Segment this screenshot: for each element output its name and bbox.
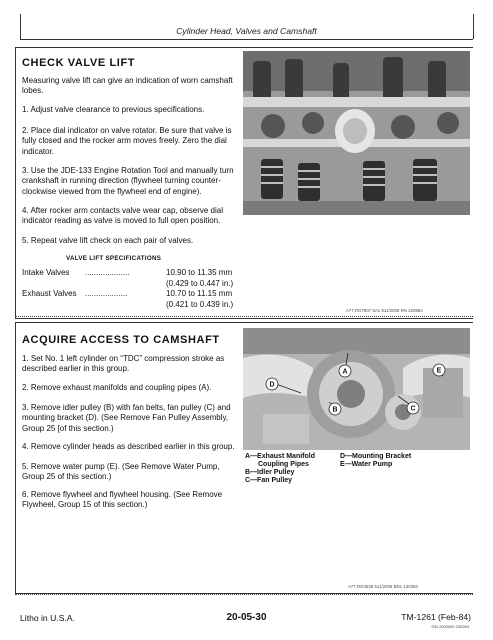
spec-title: VALVE LIFT SPECIFICATIONS bbox=[66, 255, 162, 262]
spec-intake-value: 10.90 to 11.35 mm bbox=[166, 268, 233, 277]
section1-step-5: 5. Repeat valve lift check on each pair of valves. bbox=[22, 236, 194, 245]
section1-step-2: 2. Place dial indicator on valve rotator. Be sure that valve is fully closed and the rocker arm moves freely. Zero the dial indicator. bbox=[22, 126, 232, 156]
section2-bottom-rule bbox=[15, 594, 473, 595]
callout-a: A bbox=[342, 368, 348, 376]
camshaft-access-photo bbox=[243, 328, 470, 450]
section1-step-3: 3. Use the JDE-133 Engine Rotation Tool and manually turn crankshaft in running direction (flywheel turning counter-clockwise viewed from the flywheel end of engine). bbox=[22, 166, 234, 196]
spec-intake-value-in: (0.429 to 0.447 in.) bbox=[166, 279, 234, 288]
section2-step-5: 5. Remove water pump (E). (See Remove Water Pump, Group 25 of this section.) bbox=[22, 462, 220, 482]
photo2-ref: A77,RG3538 511/2005 BN1 130284 bbox=[348, 584, 418, 589]
section2-step-3: 3. Remove idler pulley (B) with fan belts, fan pulley (C) and mounting bracket (D). (See Remove Fan Pulley Assembly, Group 25 [of this section.) bbox=[22, 403, 231, 433]
section1-step-4: 4. After rocker arm contacts valve wear cap, observe dial indicator reading as valve is moved to full open position. bbox=[22, 206, 223, 226]
footer-tm-number: TM-1261 (Feb-84) bbox=[401, 612, 471, 622]
valve-lift-photo bbox=[243, 51, 470, 215]
section2-step-2: 2. Remove exhaust manifolds and coupling pipes (A). bbox=[22, 383, 212, 392]
spec-exhaust-value-in: (0.421 to 0.439 in.) bbox=[166, 300, 234, 309]
legend-e: E—Water Pump bbox=[340, 461, 393, 468]
section1-title: CHECK VALVE LIFT bbox=[22, 57, 136, 69]
photo1-ref: A77,RG7807 5A1 511/2005 RN 220884 bbox=[346, 308, 423, 313]
callout-e: E bbox=[436, 367, 442, 375]
spec-exhaust-label: Exhaust Valves bbox=[22, 289, 77, 298]
section2-title: ACQUIRE ACCESS TO CAMSHAFT bbox=[22, 334, 220, 346]
section2-step-4: 4. Remove cylinder heads as described earlier in this group. bbox=[22, 442, 235, 451]
footer-litho: Litho in U.S.A. bbox=[20, 613, 75, 623]
section1-step-1: 1. Adjust valve clearance to previous specifications. bbox=[22, 105, 205, 114]
spec-intake-label: Intake Valves bbox=[22, 268, 70, 277]
page-header-title: Cylinder Head, Valves and Camshaft bbox=[176, 26, 317, 36]
footer-page-number: 20-05-30 bbox=[226, 612, 267, 623]
footer-serial: S/N 2003000 230284 bbox=[431, 624, 469, 629]
section2-step-6: 6. Remove flywheel and flywheel housing. (See Remove Flywheel, Group 15 of this section.) bbox=[22, 490, 223, 510]
section1-intro: Measuring valve lift can give an indication of worn camshaft lobes. bbox=[22, 76, 233, 96]
legend-d: D—Mounting Bracket bbox=[340, 453, 412, 460]
legend-b: B—Idler Pulley bbox=[245, 469, 295, 476]
callout-b: B bbox=[332, 406, 338, 414]
legend-a: A—Exhaust Manifold bbox=[245, 453, 316, 460]
legend-c: C—Fan Pulley bbox=[245, 477, 293, 484]
legend-a-cont: Coupling Pipes bbox=[258, 461, 309, 468]
callout-c: C bbox=[410, 405, 416, 413]
spec-exhaust-value: 10.70 to 11.15 mm bbox=[166, 289, 233, 298]
spec-intake-dots: .................... bbox=[85, 268, 130, 277]
header-rule bbox=[20, 39, 473, 40]
section1-bottom-rule bbox=[15, 316, 473, 317]
spec-exhaust-dots: ................... bbox=[85, 289, 128, 298]
callout-d: D bbox=[269, 381, 275, 389]
section2-step-1: 1. Set No. 1 left cylinder on “TDC” compression stroke as described earlier in this group. bbox=[22, 354, 225, 374]
